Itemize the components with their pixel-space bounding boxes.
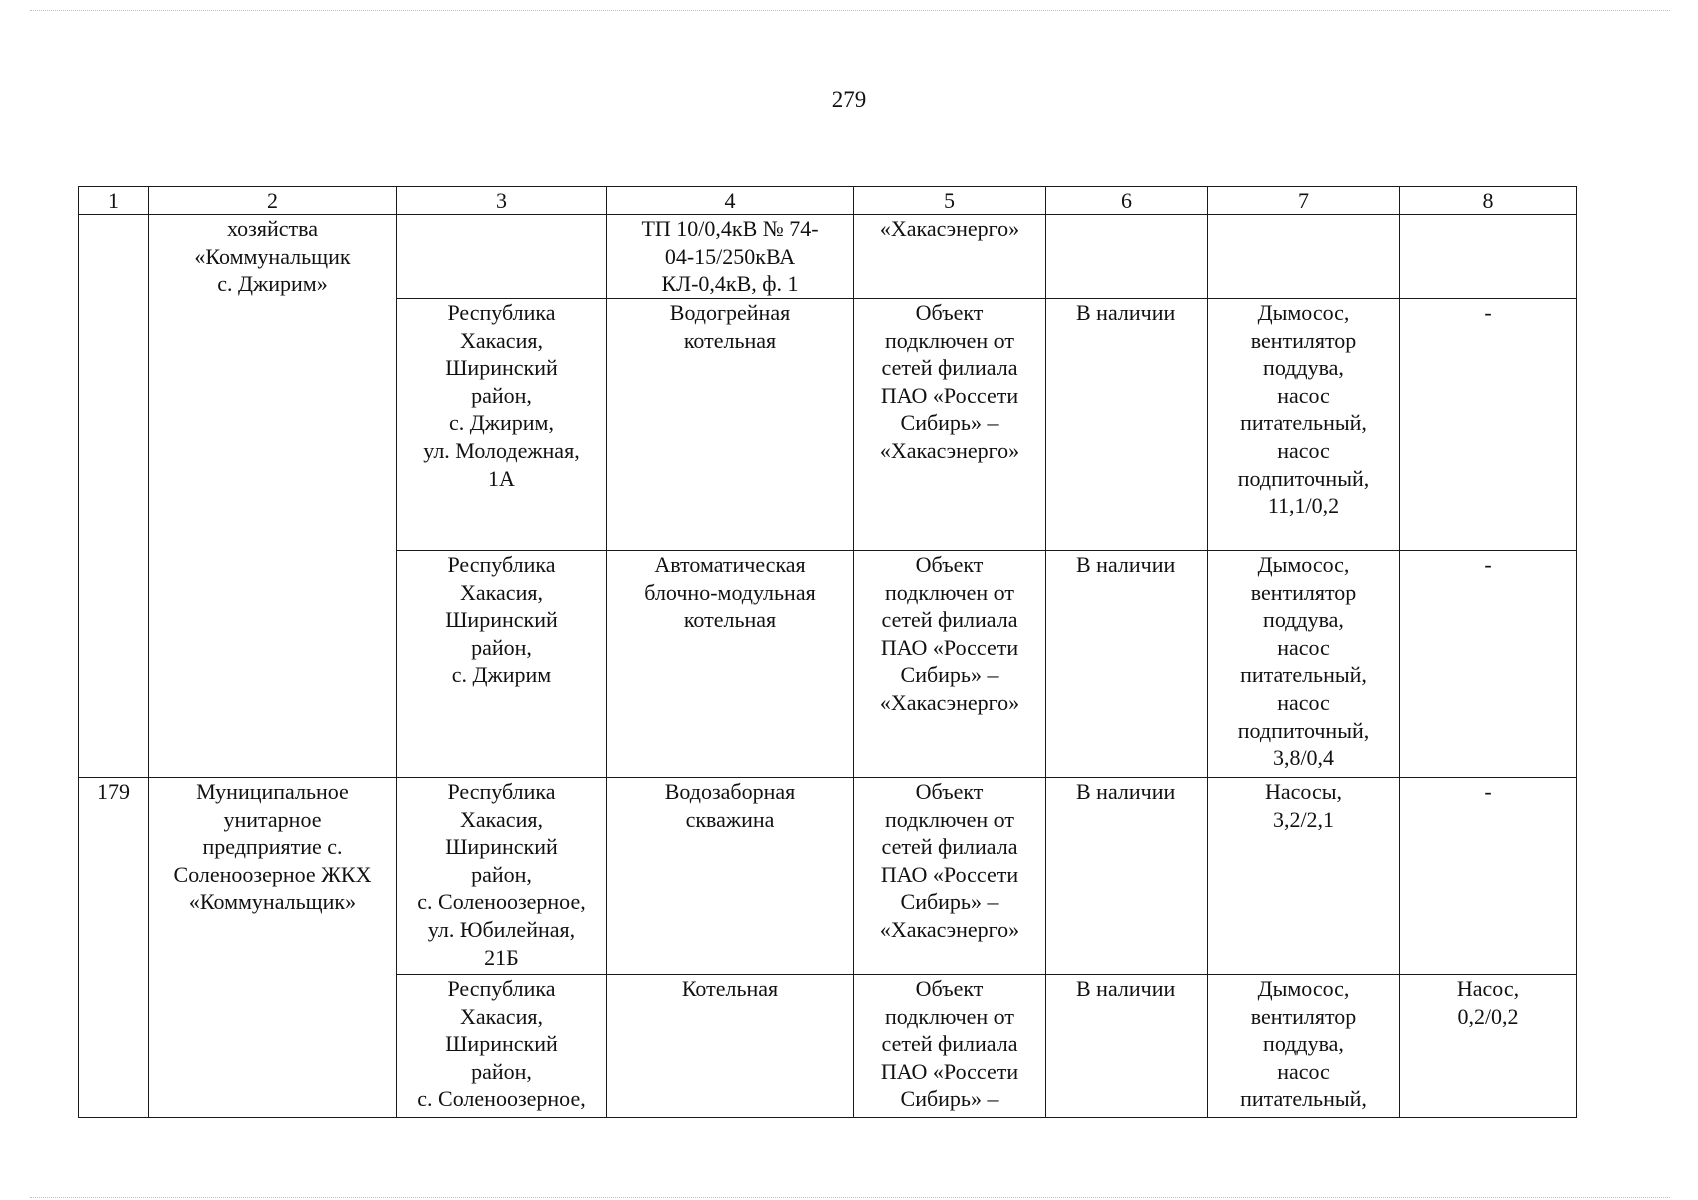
header-col-5: 5 — [854, 187, 1046, 215]
cell-connection: «Хакасэнерго» — [854, 215, 1046, 299]
cell-object: Котельная — [607, 975, 854, 1118]
page-number: 279 — [831, 87, 867, 112]
organization-text: хозяйства «Коммунальщик с. Джирим» — [194, 216, 351, 297]
cell-availability: В наличии — [1046, 778, 1208, 975]
cell-equipment: Дымосос, вентилятор поддува, насос питательный, насос подпиточный, 3,8/0,4 — [1208, 551, 1400, 778]
cell-number — [79, 215, 149, 778]
cell-address: Республика Хакасия, Ширинский район, с. Соленоозерное, — [397, 975, 607, 1118]
header-col-2: 2 — [149, 187, 397, 215]
header-col-4: 4 — [607, 187, 854, 215]
cell-address: Республика Хакасия, Ширинский район, с. Джирим — [397, 551, 607, 778]
cell-number — [79, 778, 149, 1118]
cell-address: Республика Хакасия, Ширинский район, с. Джирим, ул. Молодежная, 1А — [397, 299, 607, 551]
cell-connection: Объект подключен от сетей филиала ПАО «Россети Сибирь» – «Хакасэнерго» — [854, 299, 1046, 551]
entry-number: 179 — [97, 779, 130, 804]
cell-connection: Объект подключен от сетей филиала ПАО «Россети Сибирь» – «Хакасэнерго» — [854, 778, 1046, 975]
cell-availability: В наличии — [1046, 299, 1208, 551]
header-col-6: 6 — [1046, 187, 1208, 215]
cell-object: Автоматическая блочно-модульная котельная — [607, 551, 854, 778]
cell-availability — [1046, 215, 1208, 299]
cell-organization — [149, 778, 397, 1118]
cell-connection: Объект подключен от сетей филиала ПАО «Россети Сибирь» – — [854, 975, 1046, 1118]
cell-other: - — [1400, 778, 1577, 975]
header-col-1: 1 — [79, 187, 149, 215]
cell-other — [1400, 215, 1577, 299]
cell-availability: В наличии — [1046, 975, 1208, 1118]
cell-other: Насос, 0,2/0,2 — [1400, 975, 1577, 1118]
cell-equipment — [1208, 215, 1400, 299]
cell-availability: В наличии — [1046, 551, 1208, 778]
cell-connection: Объект подключен от сетей филиала ПАО «Россети Сибирь» – «Хакасэнерго» — [854, 551, 1046, 778]
header-col-7: 7 — [1208, 187, 1400, 215]
organization-text: Муниципальное унитарное предприятие с. Соленоозерное ЖКХ «Коммунальщик» — [173, 779, 372, 915]
cell-other: - — [1400, 299, 1577, 551]
cell-equipment: Дымосос, вентилятор поддува, насос питательный, насос подпиточный, 11,1/0,2 — [1208, 299, 1400, 551]
table-row — [79, 778, 1577, 975]
registry-table — [78, 186, 1577, 1118]
header-col-3: 3 — [397, 187, 607, 215]
cell-equipment: Дымосос, вентилятор поддува, насос питательный, — [1208, 975, 1400, 1118]
header-col-8: 8 — [1400, 187, 1577, 215]
cell-organization — [149, 215, 397, 778]
cell-other: - — [1400, 551, 1577, 778]
header-row — [79, 187, 1577, 215]
cell-address — [397, 215, 607, 299]
table-row — [79, 215, 1577, 299]
scan-edge-bottom — [30, 1197, 1670, 1198]
cell-equipment: Насосы, 3,2/2,1 — [1208, 778, 1400, 975]
cell-object: ТП 10/0,4кВ № 74- 04-15/250кВА КЛ-0,4кВ, ф. 1 — [607, 215, 854, 299]
cell-object: Водозаборная скважина — [607, 778, 854, 975]
cell-address: Республика Хакасия, Ширинский район, с. Соленоозерное, ул. Юбилейная, 21Б — [397, 778, 607, 975]
cell-object: Водогрейная котельная — [607, 299, 854, 551]
scan-edge-top — [30, 10, 1670, 11]
